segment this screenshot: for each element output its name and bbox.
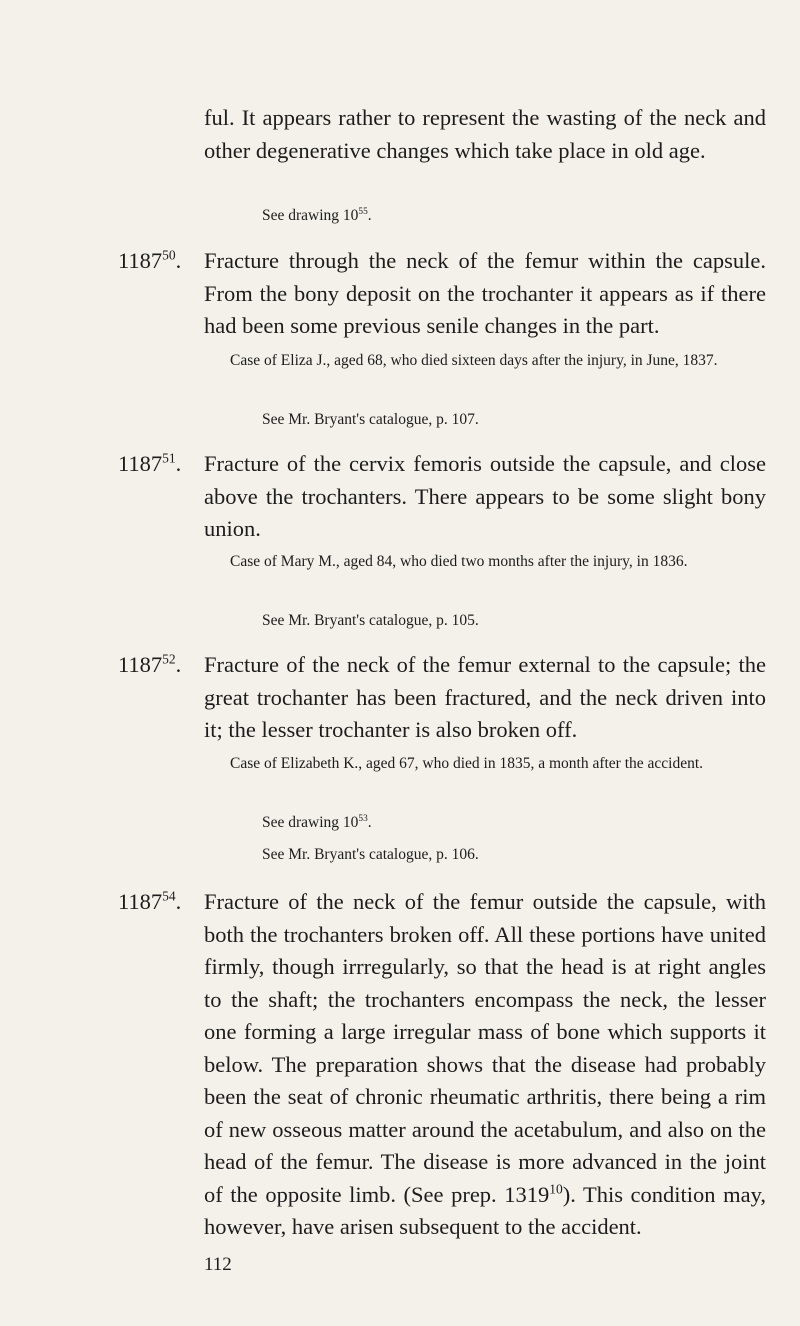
entry-catalogue-ref: See Mr. Bryant's catalogue, p. 107.	[262, 411, 479, 428]
entry-drawing-ref: See drawing $10^{53}$.	[262, 813, 372, 831]
intro-drawing-ref: See drawing $10^{55}$.	[262, 206, 372, 224]
entry-case-note: Case of Elizabeth K., aged 67, who died in 1835, a month after the accident.	[230, 755, 704, 772]
entry-description: Fracture through the neck of the femur within the capsule. From the bony deposit on the trochanter it appears as if there had been some previous senile changes in the part.	[204, 248, 766, 338]
page-number: 112	[204, 1254, 232, 1275]
entry-catalogue-ref: See Mr. Bryant's catalogue, p. 106.	[262, 846, 479, 863]
entry-number: 1187$^{51}$.	[118, 450, 182, 476]
entry-number: 1187$^{50}$.	[118, 247, 182, 273]
entry-case-note: Case of Mary M., aged 84, who died two months after the injury, in 1836.	[230, 553, 688, 570]
entry-number: 1187$^{54}$.	[118, 888, 182, 914]
entry-description: Fracture of the neck of the femur external to the capsule; the great trochanter has been fractured, and the neck driven into it; the lesser trochanter is also broken off.	[204, 652, 766, 742]
entry-catalogue-ref: See Mr. Bryant's catalogue, p. 105.	[262, 612, 479, 629]
entry-description: Fracture of the neck of the femur outside the capsule, with both the trochanters broken off. All these portions have united firmly, though irrregularly, so that the head is at right angles to the shaft; the trochanters encompass the neck, the lesser one forming a large irregular mass of bone which supports it below. The preparation shows that the disease had probably been the seat of chronic rheumatic arthritis, there being a rim of new osseous matter around the acetabulum, and also on the head of the femur. The disease is more advanced in the joint of the opposite limb. (See prep. 1319$^{10}$). This condition may, however, have arisen subsequent to the accident.	[204, 889, 766, 1239]
entry-number: 1187$^{52}$.	[118, 651, 182, 677]
intro-paragraph: ful. It appears rather to represent the wasting of the neck and other degenerative changes which take place in old age.	[204, 105, 766, 163]
entry-description: Fracture of the cervix femoris outside the capsule, and close above the trochanters. There appears to be some slight bony union.	[204, 451, 766, 541]
entry-case-note: Case of Eliza J., aged 68, who died sixteen days after the injury, in June, 1837.	[230, 352, 718, 369]
